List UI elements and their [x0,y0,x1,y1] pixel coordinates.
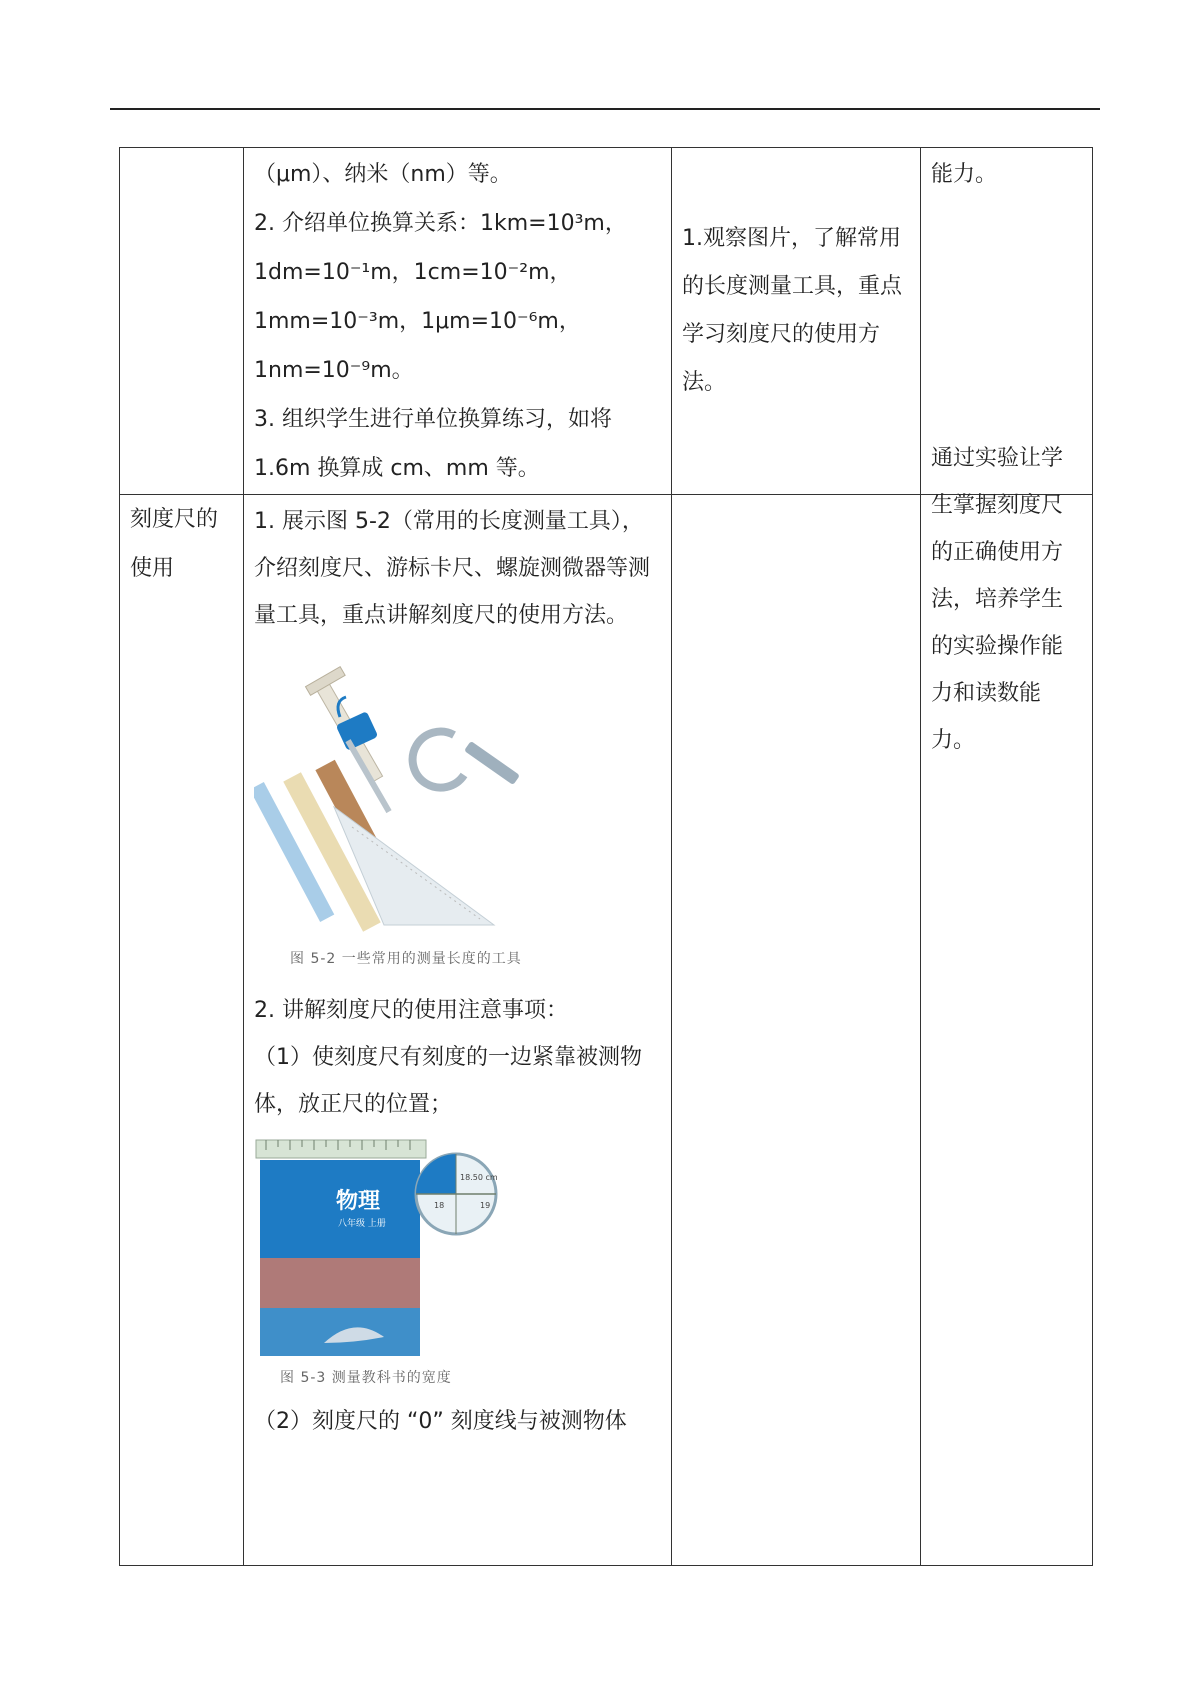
text-line: （2）刻度尺的 “0” 刻度线与被测物体 [254,1409,627,1434]
micrometer-icon [413,732,520,788]
text-line: （μm）、纳米（nm）等。 [254,162,512,187]
lesson-plan-table [119,147,1093,1566]
text-line: 1nm=10⁻⁹m。 [254,358,414,383]
design-intent-text: 通过实验让学生掌握刻度尺的正确使用方法，培养学生的实验操作能力和读数能力。 [931,446,1064,753]
figure-caption: 图 5-3 测量教科书的宽度 [280,1370,452,1386]
design-intent-cell [921,446,1093,1566]
text-line: 2. 介绍单位换算关系：1km=10³m， [254,211,627,236]
table-row [120,495,1093,1566]
stage-cell [120,148,244,495]
intro-text: 1. 展示图 5-2（常用的长度测量工具），介绍刻度尺、游标卡尺、螺旋测微器等测量工具，重点讲解刻度尺的使用方法。 [254,509,651,628]
scale-tick-label: 18 [434,1201,445,1210]
teacher-activity-cell [244,495,672,1566]
text-line: 3. 组织学生进行单位换算练习，如将 [254,407,612,432]
text-line: 2. 讲解刻度尺的使用注意事项： [254,998,568,1023]
text-line: 1.6m 换算成 cm、mm 等。 [254,456,540,481]
book-title: 物理 [336,1189,381,1214]
measuring-tools-figure [254,657,534,947]
student-activity-text: 1.观察图片，了解常用的长度测量工具，重点学习刻度尺的使用方法。 [682,226,903,395]
text-line: 1dm=10⁻¹m，1cm=10⁻²m， [254,260,572,285]
text-line: 能力。 [931,162,998,187]
textbook-width-figure [254,1138,514,1366]
teacher-activity-cell [244,148,672,495]
book-subtitle: 八年级 上册 [338,1219,386,1229]
header-rule [110,108,1100,110]
text-line: 1mm=10⁻³m，1μm=10⁻⁶m， [254,309,581,334]
stage-label: 刻度尺的使用 [130,507,219,581]
scale-reading: 18.50 cm [460,1173,498,1182]
text-line: （1）使刻度尺有刻度的一边紧靠被测物体，放正尺的位置； [254,1045,642,1117]
student-activity-cell [672,226,921,1566]
figure-caption: 图 5-2 一些常用的测量长度的工具 [290,951,522,967]
scale-tick-label: 19 [480,1201,491,1210]
stage-cell [120,495,244,1566]
